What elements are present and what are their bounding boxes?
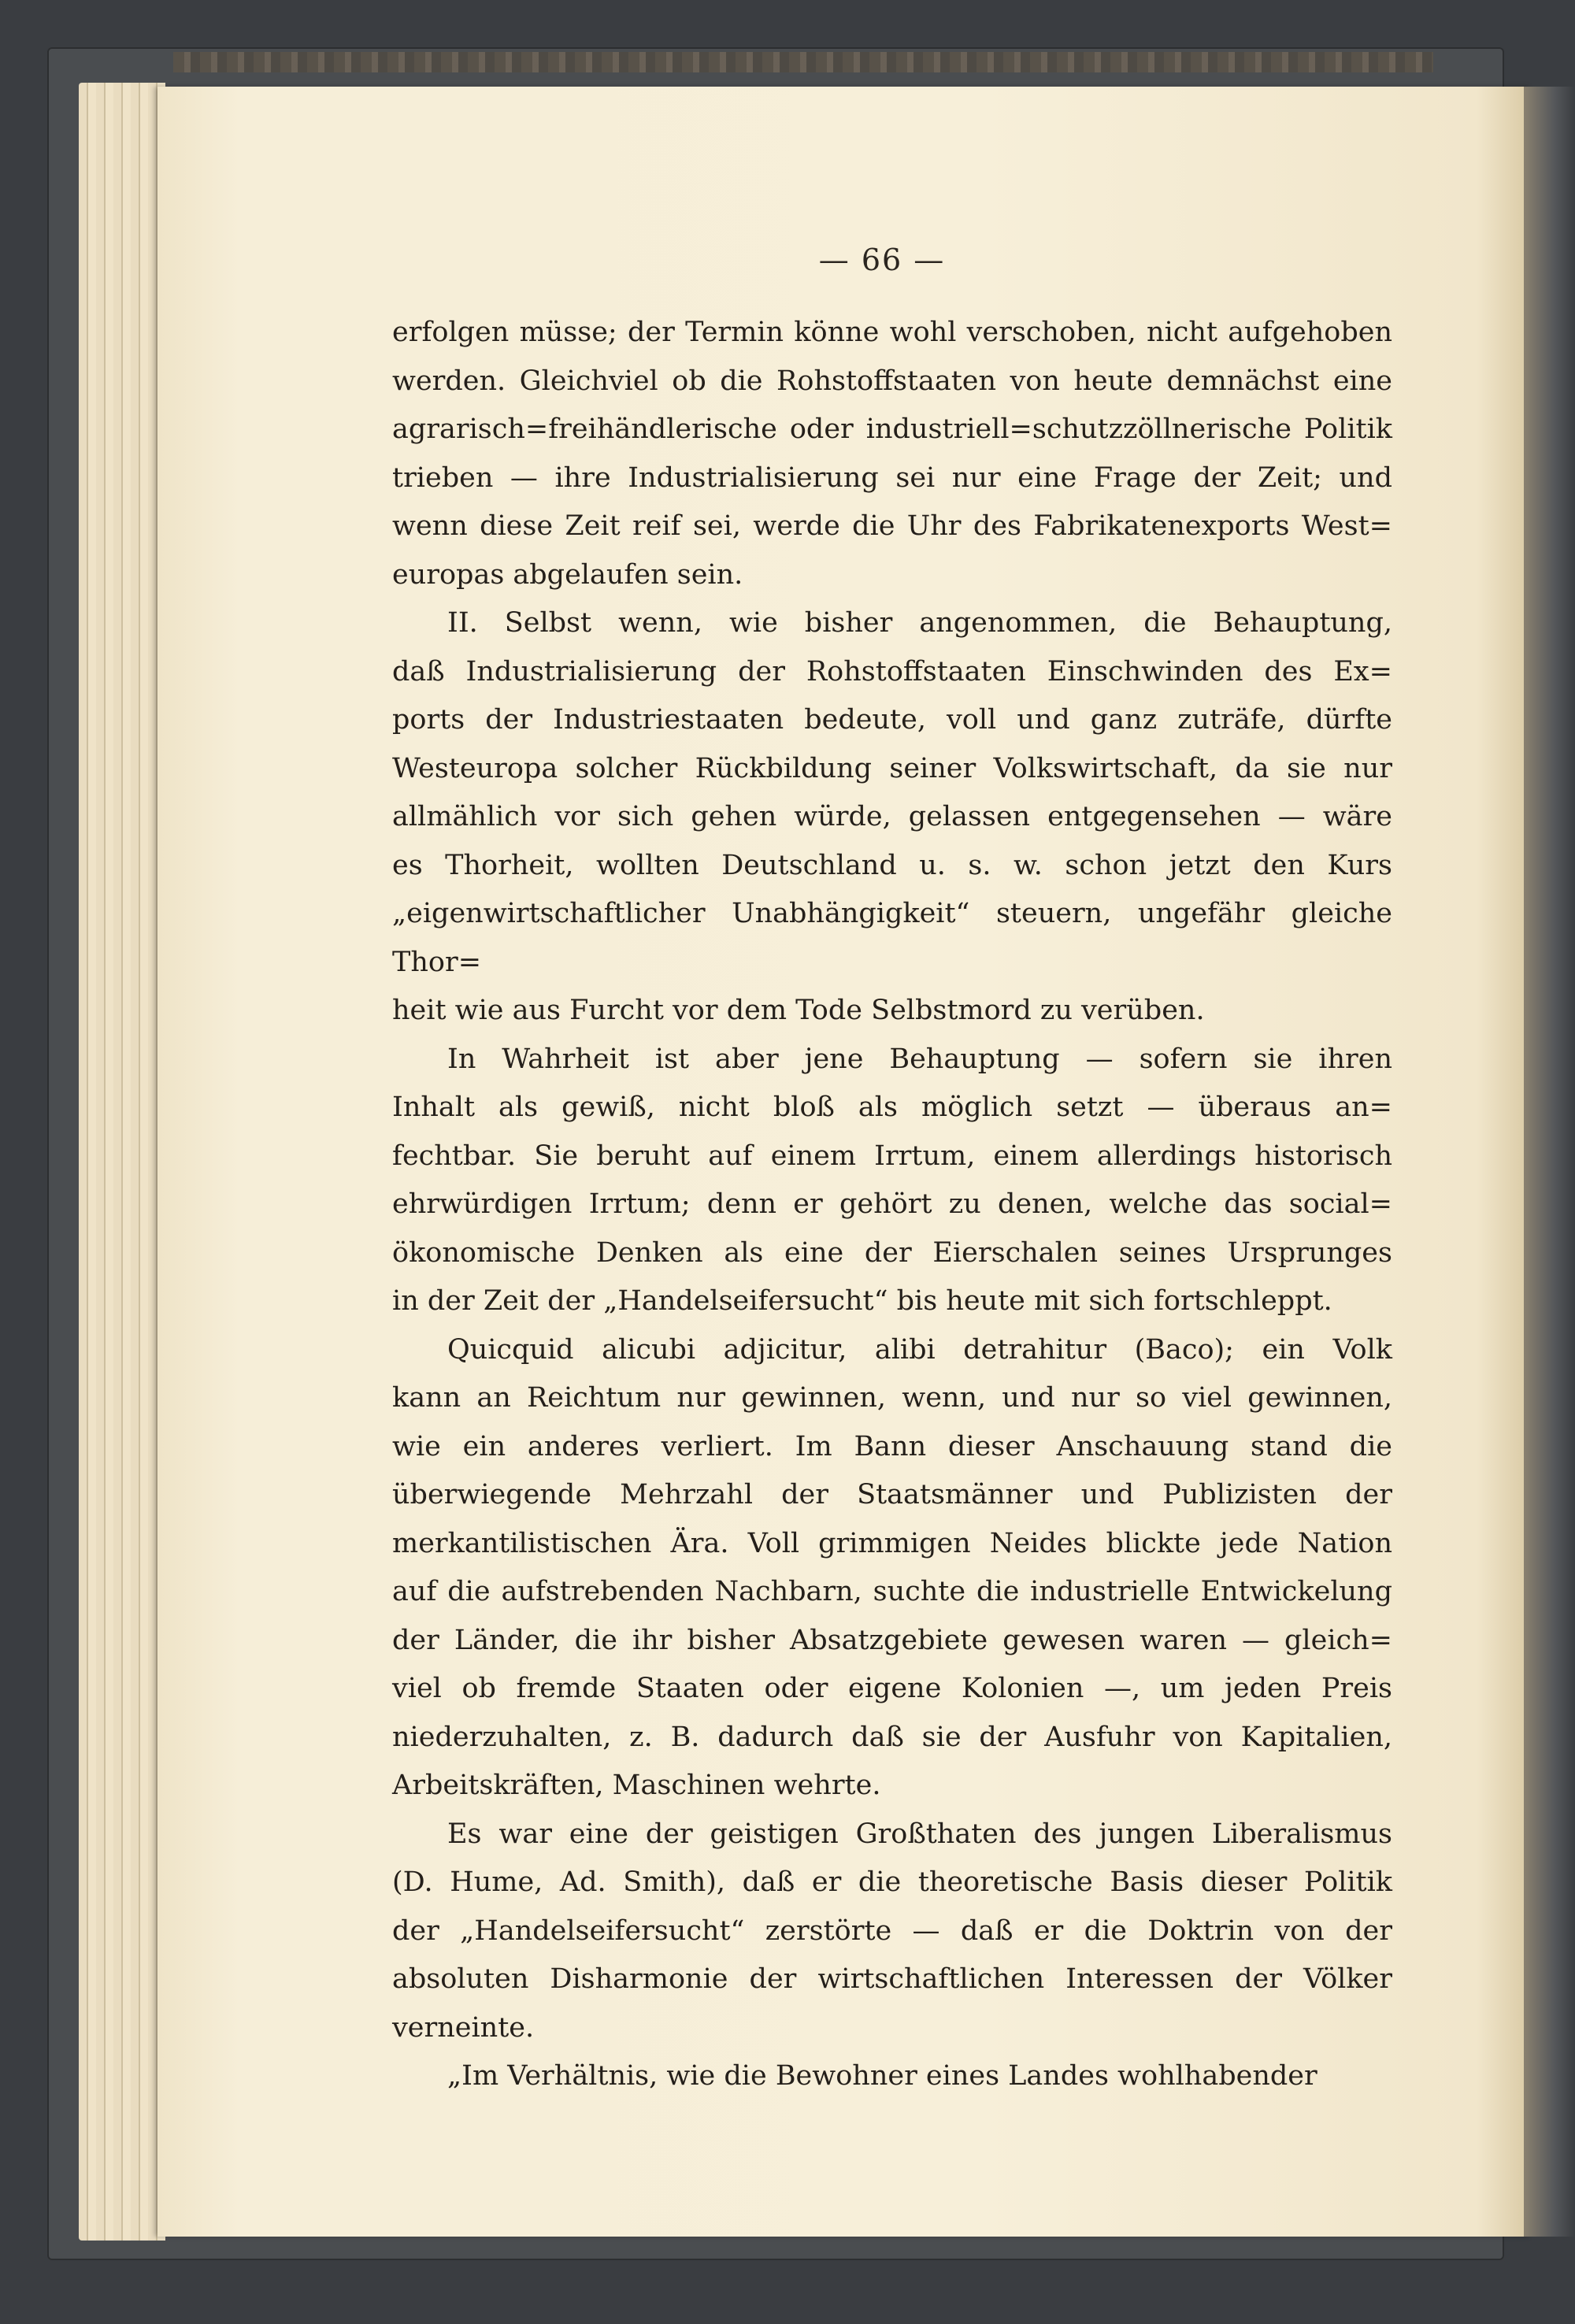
text-line: wie ein anderes verliert. Im Bann dieser Anschauung stand die — [392, 1430, 1392, 1462]
paragraph — [392, 309, 1392, 599]
text-line: II. Selbst wenn, wie bisher angenommen, die Behauptung, — [447, 607, 1392, 639]
text-line: allmählich vor sich gehen würde, gelassen entgegensehen — wäre — [392, 801, 1392, 832]
text-line: „Im Verhältnis, wie die Bewohner eines Landes wohlhabender — [447, 2060, 1317, 2092]
page-number: — 66 — — [818, 243, 946, 277]
text-line: Es war eine der geistigen Großthaten des jungen Liberalismus — [447, 1818, 1392, 1850]
paragraph — [392, 1036, 1392, 1326]
body-text — [392, 309, 1392, 2101]
text-line: fechtbar. Sie beruht auf einem Irrtum, einem allerdings historisch — [392, 1140, 1392, 1172]
paragraph — [392, 599, 1392, 1036]
text-line: Westeuropa solcher Rückbildung seiner Volkswirtschaft, da sie nur — [392, 752, 1392, 784]
text-line: (D. Hume, Ad. Smith), daß er die theoretische Basis dieser Politik — [392, 1866, 1392, 1898]
text-line: daß Industrialisierung der Rohstoffstaaten Einschwinden des Ex= — [392, 655, 1392, 688]
text-line: niederzuhalten, z. B. dadurch daß sie der Ausfuhr von Kapitalien, — [392, 1721, 1392, 1753]
text-line: ökonomische Denken als eine der Eierschalen seines Ursprunges — [392, 1236, 1392, 1269]
text-line: werden. Gleichviel ob die Rohstoffstaaten von heute demnächst eine — [392, 365, 1392, 397]
text-line: es Thorheit, wollten Deutschland u. s. w. schon jetzt den Kurs — [392, 849, 1392, 881]
text-line: auf die aufstrebenden Nachbarn, suchte die industrielle Entwickelung — [392, 1576, 1392, 1607]
page-edges — [79, 83, 165, 2241]
binding-shadow — [1524, 87, 1575, 2237]
text-line: heit wie aus Furcht vor dem Tode Selbstmord zu verüben. — [392, 995, 1205, 1026]
text-line: Quicquid alicubi adjicitur, alibi detrahitur (Baco); ein Volk — [447, 1333, 1392, 1366]
cover-edge-pattern — [173, 52, 1433, 72]
text-line: Arbeitskräften, Maschinen wehrte. — [392, 1770, 881, 1801]
text-line: der Länder, die ihr bisher Absatzgebiete gewesen waren — gleich= — [392, 1624, 1392, 1656]
text-line: wenn diese Zeit reif sei, werde die Uhr des Fabrikatenexports West= — [392, 510, 1392, 542]
text-line: „eigenwirtschaftlicher Unabhängigkeit“ steuern, ungefähr gleiche Thor= — [392, 898, 1392, 978]
text-line: überwiegende Mehrzahl der Staatsmänner und Publizisten der — [392, 1479, 1392, 1510]
text-line: verneinte. — [392, 2011, 535, 2044]
text-line: europas abgelaufen sein. — [392, 558, 743, 591]
paragraph — [392, 1326, 1392, 1811]
text-line: trieben — ihre Industrialisierung sei nur eine Frage der Zeit; und — [392, 461, 1392, 494]
text-line: erfolgen müsse; der Termin könne wohl verschoben, nicht aufgehoben — [392, 317, 1392, 348]
text-line: agrarisch=freihändlerische oder industriell=schutzzöllnerische Politik — [392, 413, 1392, 445]
text-line: in der Zeit der „Handelseifersucht“ bis heute mit sich fortschleppt. — [392, 1285, 1332, 1317]
text-line: absoluten Disharmonie der wirtschaftlichen Interessen der Völker — [392, 1963, 1392, 1995]
text-line: kann an Reichtum nur gewinnen, wenn, und nur so viel gewinnen, — [392, 1382, 1392, 1414]
paragraph — [392, 2052, 1392, 2101]
text-line: In Wahrheit ist aber jene Behauptung — sofern sie ihren — [447, 1043, 1392, 1075]
text-line: ports der Industriestaaten bedeute, voll und ganz zuträfe, dürfte — [392, 704, 1392, 736]
text-line: ehrwürdigen Irrtum; denn er gehört zu denen, welche das social= — [392, 1188, 1392, 1220]
text-line: merkantilistischen Ära. Voll grimmigen Neides blickte jede Nation — [392, 1527, 1392, 1559]
text-line: der „Handelseifersucht“ zerstörte — daß er die Doktrin von der — [392, 1914, 1392, 1947]
text-line: viel ob fremde Staaten oder eigene Kolonien —, um jeden Preis — [392, 1673, 1392, 1704]
text-line: Inhalt als gewiß, nicht bloß als möglich setzt — überaus an= — [392, 1092, 1392, 1123]
paragraph — [392, 1811, 1392, 2053]
